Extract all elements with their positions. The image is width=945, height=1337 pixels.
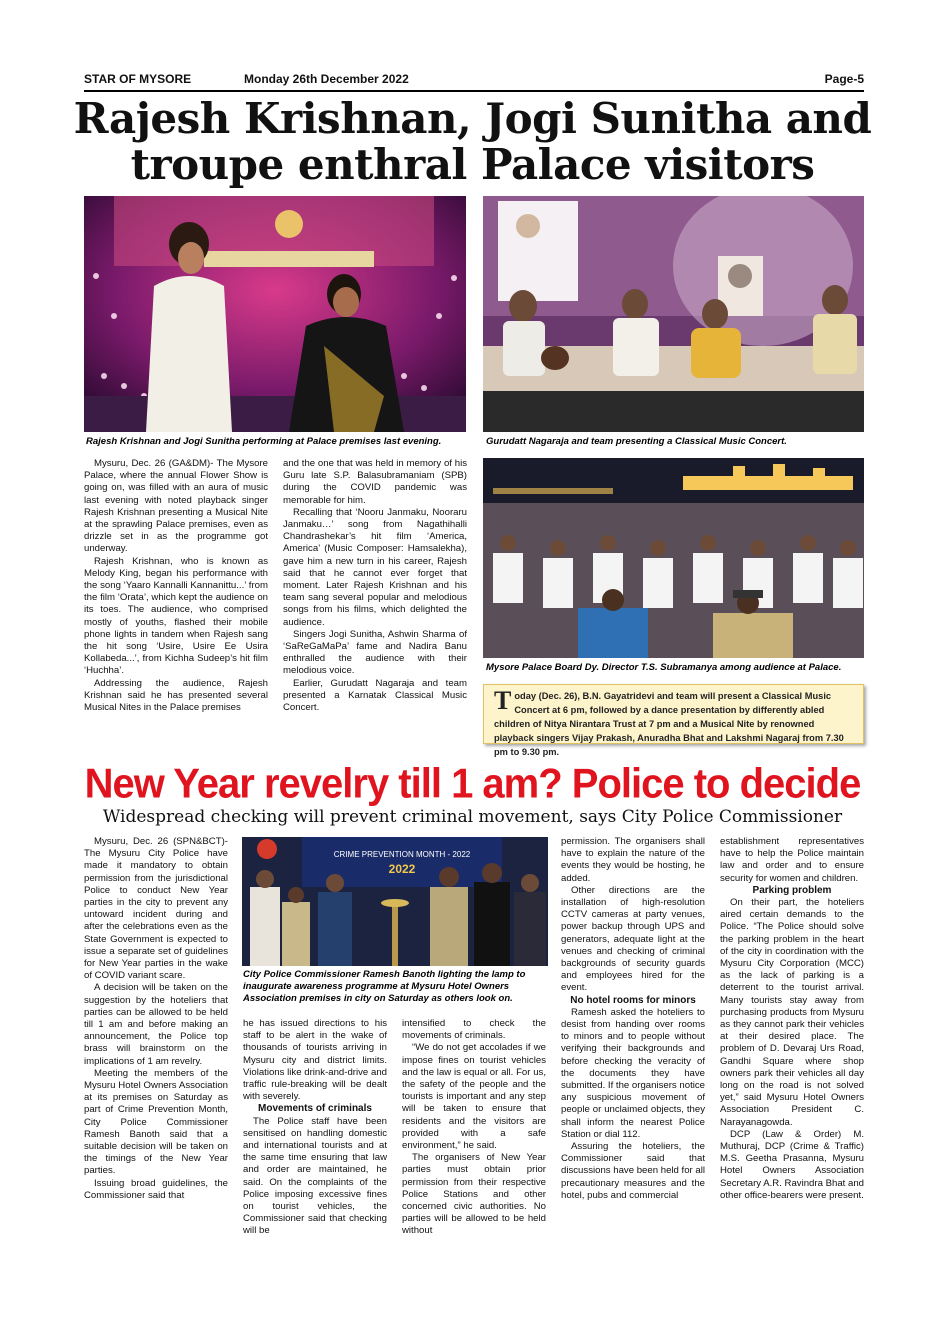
subhead-movements-of-criminals: Movements of criminals	[258, 1103, 372, 1115]
subheadline-new-year-story: Widespread checking will prevent criminal movement, says City Police Commissioner	[102, 807, 843, 827]
caption-concert: Gurudatt Nagaraja and team presenting a Classical Music Concert.	[486, 436, 787, 447]
story1-column-2	[283, 458, 467, 714]
story2-column-3	[402, 1018, 546, 1238]
paragraph: permission. The organisers shall have to explain the nature of the events they would be hosting, he added.	[561, 836, 705, 884]
paragraph: Mysuru, Dec. 26 (GA&DM)- The Mysore Palace, where the annual Flower Show is going on, was filled with an aura of music last evening with noted playback singer Rajesh Krishnan presenting a Musical Nite at the sprawling Palace premises, even as drizzle set in as the programme got underway.	[84, 458, 268, 555]
caption-lamp-lighting: City Police Commissioner Ramesh Banoth lighting the lamp to inaugurate awareness programme at Mysuru Hotel Owners Association premises in city on Saturday as others look on.	[243, 969, 526, 1004]
paragraph: establishment representatives have to help the Police maintain law and order and to ensure security for women and children.	[720, 836, 864, 884]
paper-name: STAR OF MYSORE	[84, 72, 192, 86]
paragraph: Assuring the hoteliers, the Commissioner said that discussions have been held for all precautionary measures and the hotel, pubs and commercial	[561, 1141, 705, 1201]
story2-column-4	[561, 836, 705, 1202]
paragraph: DCP (Law & Order) M. Muthuraj, DCP (Crime & Traffic) M.S. Geetha Prasanna, Mysuru Hotel Owners Association Secretary A.R. Ravindra Bhat and other office-bearers were present.	[720, 1128, 864, 1201]
paragraph: and the one that was held in memory of his Guru late S.P. Balasubramaniam (SPB) during the COVID pandemic was memorable for him.	[283, 458, 467, 506]
paragraph: Issuing broad guidelines, the Commissioner said that	[84, 1177, 228, 1201]
headline-line-1: Rajesh Krishnan, Jogi Sunitha and	[73, 94, 872, 143]
photo-palace-audience	[483, 458, 864, 658]
headline-new-year-story: New Year revelry till 1 am? Police to decide	[84, 760, 861, 808]
caption-audience: Mysore Palace Board Dy. Director T.S. Subramanya among audience at Palace.	[486, 662, 842, 673]
banner-text: CRIME PREVENTION MONTH - 2022	[333, 850, 471, 859]
caption-singers: Rajesh Krishnan and Jogi Sunitha performing at Palace premises last evening.	[86, 436, 442, 447]
paragraph: Mysuru, Dec. 26 (SPN&BCT)- The Mysuru City Police have made it mandatory to obtain permission from the jurisdictional Police to conduct New Year parties in the city to prevent any untoward incident during and after the celebrations even as the State Government is expected to issue a separate set of guidelines for New Year parties in the wake of COVID variant scare.	[84, 836, 228, 982]
paragraph: Singers Jogi Sunitha, Ashwin Sharma of ‘SaReGaMaPa’ fame and Nadira Banu enthralled the audience with their melodious voice.	[283, 628, 467, 677]
page-number: Page-5	[824, 72, 864, 86]
paragraph: Recalling that ‘Nooru Janmaku, Nooraru Janmaku…’ song from Nagathihalli Chandrashekar’s hit film ‘America, America’ (Music Composer: Hamsalekha), gave him a new turn in his career, Rajesh said that he cannot ever forget that moment. Later Rajesh Krishnan and his team sang several popular and melodious songs from his films, which delighted the audience.	[283, 506, 467, 628]
paragraph: On their part, the hoteliers aired certain demands to the Police. “The Police should solve the parking problem in the heart of the city in coordination with the Mysuru City Corporation (MCC) as the lack of parking is a deterrent to the tourist arrival. Many tourists stay away from purchasing products from Mysuru as they cannot park their vehicles at their desired place. The problem of D. Devaraj Urs Road, Gandhi Square where shop owners park their vehicles all day long on the road is not solved yet,” said Mysuru Hotel Owners Association President C. Narayanagowda.	[720, 897, 864, 1128]
photo-lamp-lighting	[242, 837, 548, 966]
paragraph: he has issued directions to his staff to be alert in the wake of thousands of tourists arriving in Mysuru city and district limits. Violations like drink-and-drive and traffic rule-breaking will be dealt with severely.	[243, 1018, 387, 1103]
issue-date: Monday 26th December 2022	[244, 72, 409, 86]
notice-dropcap: T	[494, 686, 512, 715]
story2-column-2	[243, 1018, 387, 1238]
paragraph: The Police staff have been sensitised on handling domestic and international tourists and at the same time ensuring that law and order are maintained, he said. On the complaints of the Police imposing excessive fines on tourist vehicles, the Commissioner said that checking will be	[243, 1115, 387, 1237]
story1-column-1	[84, 458, 268, 714]
paragraph: Meeting the members of the Mysuru Hotel Owners Association at its premises on Saturday as part of Crime Prevention Month, City Police Commissioner Ramesh Banoth said that a suitable decision will be taken on the timings of the New Year parties.	[84, 1067, 228, 1177]
photo-singers-performing	[84, 196, 466, 432]
paragraph: intensified to check the movements of criminals.	[402, 1018, 546, 1042]
paragraph: A decision will be taken on the suggestion by the hoteliers that parties can be allowed to be held till 1 am and before making an announcement, the Police top brass will brainstorm on the implications of 1 am revelry.	[84, 982, 228, 1067]
masthead	[84, 70, 864, 92]
paragraph: Earlier, Gurudatt Nagaraja and team presented a Karnatak Classical Music Concert.	[283, 677, 467, 714]
paragraph: Ramesh asked the hoteliers to desist from handing over rooms to minors and to people without verifying their backgrounds and before checking the veracity of the documents they have submitted. If the organisers notice any suspicious movement of people or unclaimed objects, they shall inform the nearest Police Station or dial 112.	[561, 1006, 705, 1140]
notice-text: oday (Dec. 26), B.N. Gayatridevi and team will present a Classical Music Concert at 6 pm, followed by a dance presentation by differently abled children of Nitya Nirantara Trust at 7 pm and a Musical Nite by renowned playback singers Vijay Prakash, Anuradha Bhat and Lakshmi Nagaraj from 7.30 pm to 9.30 pm.	[494, 691, 844, 757]
today-programme-notice	[483, 684, 864, 757]
subhead-parking-problem: Parking problem	[752, 884, 832, 896]
headline-line-2: troupe enthral Palace visitors	[130, 140, 815, 189]
paragraph: “We do not get accolades if we impose fines on tourist vehicles and the law is equal or all. For us, the safety of the people and the tourists is important and any step will be taken to ensure that residents and the visitors are provided with a safe environment,” he said.	[402, 1042, 546, 1152]
paragraph: The organisers of New Year parties must obtain prior permission from their respective Police Stations and other concerned civic authorities. No parties will be allowed to be held without	[402, 1152, 546, 1237]
banner-year: 2022	[388, 862, 416, 876]
paragraph: Rajesh Krishnan, who is known as Melody King, began his performance with the song ‘Yaaro Kannalli Kannanittu...’ from the film ‘Orata’, which kept the audience on its toes. The audience, who comprised mostly of youths, flashed their mobile phone lights in tandem when Rajesh sang the hit song ‘Usire, Usire Ee Usira Kollabeda...’, from Kichha Sudeep’s hit film ‘Huchha’.	[84, 555, 268, 677]
paragraph: Addressing the audience, Rajesh Krishnan said he has presented several Musical Nites in the Palace premises	[84, 677, 268, 714]
headline-palace-story	[60, 96, 885, 188]
story2-column-5	[720, 836, 864, 1202]
story2-column-1	[84, 836, 228, 1202]
paragraph: Other directions are the installation of high-resolution CCTV cameras at party venues, power backup through UPS and generators, adequate light at the venues and checking of criminal backgrounds of security guards and employees hired for the event.	[561, 884, 705, 994]
subhead-no-hotel-rooms: No hotel rooms for minors	[570, 994, 696, 1006]
photo-classical-concert	[483, 196, 864, 432]
